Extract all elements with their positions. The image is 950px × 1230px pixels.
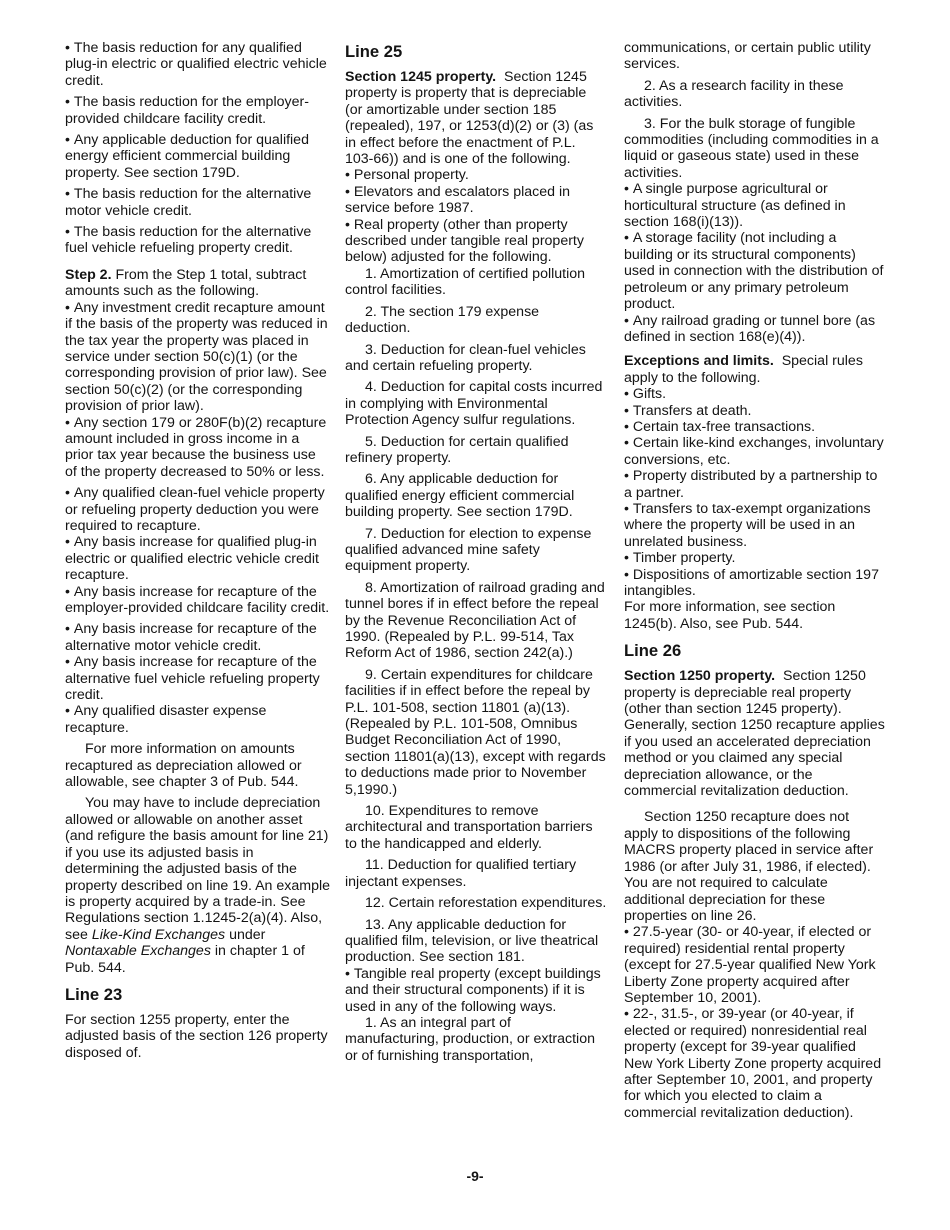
section-1250-heading: Section 1250 property. <box>624 668 776 685</box>
bullet-item: • Gifts. <box>624 386 886 402</box>
exceptions-heading: Exceptions and limits. <box>624 353 774 370</box>
bullet-item: • Timber property. <box>624 550 886 566</box>
step2-text: From the Step 1 total, subtract amounts such as the following. <box>65 266 307 300</box>
numbered-item: 13. Any applicable deduction for qualified film, television, or live theatrical production. See section 181. <box>345 916 599 966</box>
numbered-item: 3. For the bulk storage of fungible commodities (including commodities in a liquid or gaseous state) used in these activities. <box>624 115 879 181</box>
numbered-item: 10. Expenditures to remove architectural and transportation barriers to the handicapped and elderly. <box>345 803 593 852</box>
more-info-text: For more information, see section 1245(b). Also, see Pub. 544. <box>624 599 836 632</box>
numbered-item: 9. Certain expenditures for childcare facilities if in effect before the repeal by P.L. 101-508, section 11801 (a)(13). (Repealed by P.L. 101-508, Omnibus Budget Reconciliation Act of 1990, section 11801(a)(13), except with regards to deductions made prior to November 5,1990.) <box>345 666 606 798</box>
trade-in-paragraph: You may have to include depreciation allowed or allowable on another asset (and refigure the basis amount for line 21) if you use its adjusted basis in determining the adjusted basis of the property described on line 19. An example is property acquired by a trade-in. See Regulations section 1.1245-2(a)(4). Also, see Like-Kind Exchanges under Nontaxable Exchanges in chapter 1 of Pub. 544. <box>65 795 330 976</box>
bullet-item: • The basis reduction for the employer-provided childcare facility credit. <box>65 94 330 127</box>
column-2 <box>345 40 607 1069</box>
bullet-item: • The basis reduction for the alternative motor vehicle credit. <box>65 186 330 219</box>
bullet-item: • Transfers at death. <box>624 403 886 419</box>
bullet-item: • Certain tax-free transactions. <box>624 419 886 435</box>
bullet-item: • Tangible real property (except buildings and their structural components) if it is used in any of the following ways. <box>345 966 607 1015</box>
bullet-item: • Transfers to tax-exempt organizations where the property will be used in an unrelated business. <box>624 501 886 550</box>
bullet-item: • Any basis increase for qualified plug-in electric or qualified electric vehicle credit recapture. <box>65 534 330 583</box>
bullet-item: • 22-, 31.5-, or 39-year (or 40-year, if elected or required) nonresidential real property (except for 39-year qualified New York Liberty Zone property acquired after September 10, 2001, and property for which you elected to claim a commercial revitalization deduction). <box>624 1006 886 1121</box>
line-25-heading: Line 25 <box>345 42 403 61</box>
bullet-item: • The basis reduction for the alternative fuel vehicle refueling property credit. <box>65 224 330 257</box>
numbered-item: 4. Deduction for capital costs incurred in complying with Environmental Protection Agency sulfur regulations. <box>345 379 603 429</box>
numbered-item: 1. As an integral part of manufacturing, production, or extraction or of furnishing transportation, <box>345 1014 595 1064</box>
section-1245-heading: Section 1245 property. <box>345 69 497 85</box>
numbered-item: 5. Deduction for certain qualified refinery property. <box>345 433 569 466</box>
section-1250-paragraph: Section 1250 property. Section 1250 property is depreciable real property (other than section 1245 property). Generally, section 1250 recapture applies if you used an accelerated depreciation method or you claimed any special depreciation allowance, or the commercial revitalization deduction. <box>624 668 885 800</box>
bullet-item: • Any railroad grading or tunnel bore (as defined in section 168(e)(4)). <box>624 313 886 346</box>
bullet-item: • Any section 179 or 280F(b)(2) recapture amount included in gross income in a prior tax year because the business use of the property decreased to 50% or less. <box>65 415 330 481</box>
column-1 <box>65 40 330 1066</box>
step2-heading: Step 2. <box>65 266 112 283</box>
numbered-item: 3. Deduction for clean-fuel vehicles and certain refueling property. <box>345 341 586 374</box>
section-1245-paragraph: Section 1245 property. Section 1245 property is property that is depreciable (or amortizable under section 185 (repealed), 197, or 1253(d)(2) or (3) (as in effect before the enactment of P.L. 103-66)) and is one of the following. <box>345 69 594 168</box>
bullet-item: • Elevators and escalators placed in service before 1987. <box>345 184 607 217</box>
line-23-text: For section 1255 property, enter the adjusted basis of the section 126 property disposed of. <box>65 1011 328 1061</box>
numbered-item: 8. Amortization of railroad grading and tunnel bores if in effect before the repeal by the Revenue Reconciliation Act of 1990. (Repealed by P.L. 99-514, Tax Reform Act of 1986, section 242(a).) <box>345 579 605 662</box>
bullet-item: • Any basis increase for recapture of the employer-provided childcare facility credit. <box>65 584 330 617</box>
numbered-item: 6. Any applicable deduction for qualified energy efficient commercial building property. See section 179D. <box>345 471 575 521</box>
bullet-item: • Any qualified clean-fuel vehicle property or refueling property deduction you were required to recapture. <box>65 485 330 534</box>
line-26-heading: Line 26 <box>624 641 682 661</box>
bullet-item: • Personal property. <box>345 167 607 183</box>
more-info-paragraph: For more information on amounts recaptured as depreciation allowed or allowable, see chapter 3 of Pub. 544. <box>65 741 302 791</box>
bullet-item: • 27.5-year (30- or 40-year, if elected or required) residential rental property (except for 27.5-year qualified New York Liberty Zone property acquired after September 10, 2001). <box>624 924 886 1006</box>
recapture-paragraph: Section 1250 recapture does not apply to dispositions of the following MACRS property placed in service after 1986 (or after July 31, 1986, if elected). You are not required to calculate additional depreciation for these properties on line 26. <box>624 809 874 924</box>
bullet-item: • Dispositions of amortizable section 197 intangibles. <box>624 567 886 600</box>
bullet-item: • A storage facility (not including a building or its structural components) used in connection with the distribution of petroleum or any primary petroleum product. <box>624 230 886 312</box>
numbered-item: 1. Amortization of certified pollution control facilities. <box>345 265 586 299</box>
numbered-item: 11. Deduction for qualified tertiary injectant expenses. <box>345 857 577 890</box>
numbered-item: 7. Deduction for election to expense qualified advanced mine safety equipment property. <box>345 525 592 575</box>
numbered-item: 12. Certain reforestation expenditures. <box>365 895 607 912</box>
bullet-item: • Property distributed by a partnership to a partner. <box>624 468 886 501</box>
bullet-item: • Any qualified disaster expense recapture. <box>65 703 330 736</box>
exceptions-paragraph: Exceptions and limits. Special rules apply to the following. <box>624 353 863 386</box>
bullet-item: • Any applicable deduction for qualified energy efficient commercial building property. See section 179D. <box>65 132 330 181</box>
bullet-item: • Any investment credit recapture amount if the basis of the property was reduced in the tax year the property was placed in service under section 50(c)(1) (or the corresponding provision of prior law). See section 50(c)(2) (or the corresponding provision of prior law). <box>65 300 330 415</box>
line-23-heading: Line 23 <box>65 984 123 1004</box>
bullet-item: • Any basis increase for recapture of the alternative motor vehicle credit. <box>65 621 330 654</box>
bullet-item: • Certain like-kind exchanges, involuntary conversions, etc. <box>624 435 886 468</box>
bullet-item: • The basis reduction for any qualified plug-in electric or qualified electric vehicle credit. <box>65 40 330 89</box>
page-number: -9- <box>466 1168 484 1184</box>
continued-text: communications, or certain public utility services. <box>624 40 871 73</box>
bullet-item: • Real property (other than property described under tangible real property below) adjusted for the following. <box>345 217 607 266</box>
bullet-item: • Any basis increase for recapture of the alternative fuel vehicle refueling property credit. <box>65 654 330 703</box>
bullet-item: • A single purpose agricultural or horticultural structure (as defined in section 168(i)(13)). <box>624 181 886 230</box>
numbered-item: 2. As a research facility in these activities. <box>624 77 844 111</box>
step2-paragraph <box>65 267 330 300</box>
column-3 <box>624 40 886 1121</box>
numbered-item: 2. The section 179 expense deduction. <box>345 303 540 337</box>
